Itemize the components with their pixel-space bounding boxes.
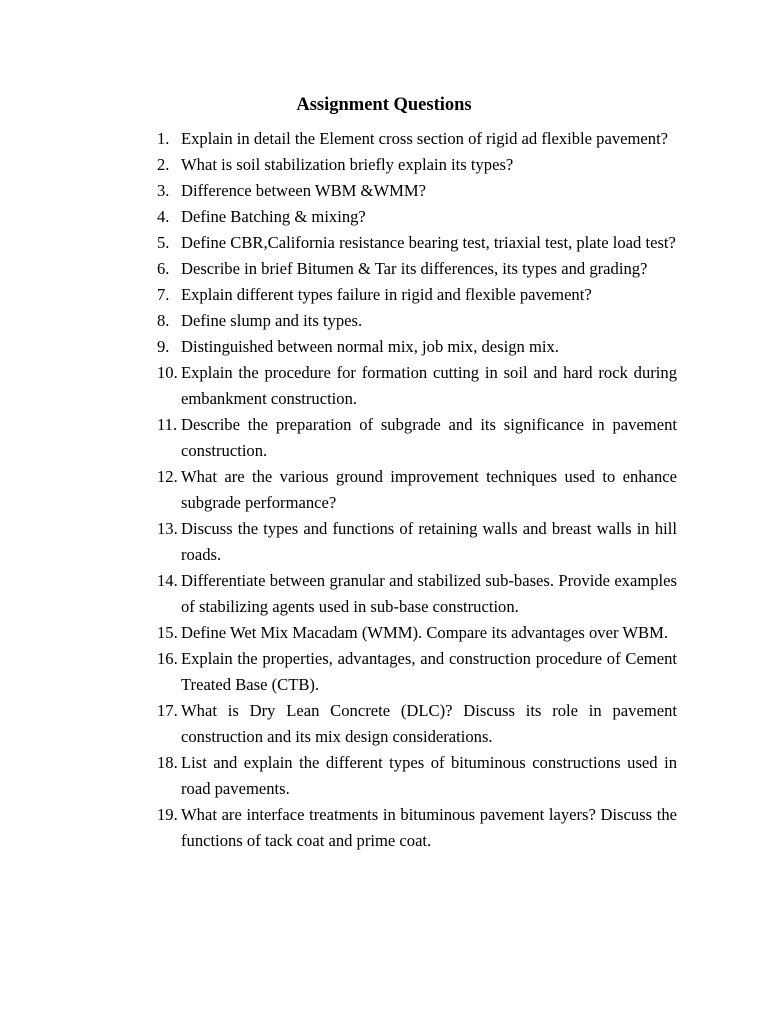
question-item [157, 412, 677, 464]
question-text: Define slump and its types. [181, 311, 363, 330]
question-item [157, 256, 677, 282]
question-number: 8. [157, 311, 170, 330]
question-item [157, 360, 677, 412]
question-item [157, 568, 677, 620]
question-number: 5. [157, 233, 170, 252]
question-text: Differentiate between granular and stabilized sub-bases. Provide examples of stabilizing agents used in sub-base construction. [181, 571, 677, 616]
question-number: 9. [157, 337, 170, 356]
question-text: Explain the procedure for formation cutting in soil and hard rock during embankment construction. [181, 363, 677, 408]
question-item [157, 204, 677, 230]
question-number: 1. [157, 129, 170, 148]
question-item [157, 646, 677, 698]
question-number: 13. [157, 519, 178, 538]
question-item [157, 334, 677, 360]
question-number: 17. [157, 701, 178, 720]
question-text: Explain in detail the Element cross section of rigid ad flexible pavement? [181, 129, 669, 148]
question-number: 16. [157, 649, 178, 668]
question-number: 7. [157, 285, 170, 304]
page-title: Assignment Questions [296, 95, 472, 115]
question-text: Distinguished between normal mix, job mix, design mix. [181, 337, 559, 356]
questions-list [157, 126, 677, 854]
question-number: 12. [157, 467, 178, 486]
question-item [157, 126, 677, 152]
question-text: List and explain the different types of bituminous constructions used in road pavements. [181, 753, 677, 798]
question-number: 14. [157, 571, 178, 590]
question-text: Explain the properties, advantages, and construction procedure of Cement Treated Base (CTB). [181, 649, 677, 694]
question-number: 15. [157, 623, 178, 642]
question-item [157, 802, 677, 854]
question-item [157, 178, 677, 204]
question-text: What is soil stabilization briefly explain its types? [181, 155, 514, 174]
question-text: Define Batching & mixing? [181, 207, 366, 226]
question-number: 2. [157, 155, 170, 174]
question-item [157, 464, 677, 516]
question-item [157, 308, 677, 334]
question-number: 19. [157, 805, 178, 824]
question-text: What are interface treatments in bituminous pavement layers? Discuss the functions of tack coat and prime coat. [181, 805, 677, 850]
question-item [157, 698, 677, 750]
question-text: Describe in brief Bitumen & Tar its differences, its types and grading? [181, 259, 648, 278]
question-text: Define Wet Mix Macadam (WMM). Compare its advantages over WBM. [181, 623, 668, 642]
question-item [157, 516, 677, 568]
question-text: Define CBR,California resistance bearing test, triaxial test, plate load test? [181, 233, 676, 252]
question-number: 18. [157, 753, 178, 772]
question-text: Explain different types failure in rigid and flexible pavement? [181, 285, 592, 304]
question-number: 11. [157, 415, 178, 434]
question-item [157, 620, 677, 646]
question-item [157, 152, 677, 178]
question-text: Difference between WBM &WMM? [181, 181, 426, 200]
question-item [157, 750, 677, 802]
question-text: Describe the preparation of subgrade and its significance in pavement construction. [181, 415, 677, 460]
question-text: What is Dry Lean Concrete (DLC)? Discuss its role in pavement construction and its mix design considerations. [181, 701, 677, 746]
question-item [157, 230, 677, 256]
question-item [157, 282, 677, 308]
question-number: 4. [157, 207, 170, 226]
question-number: 10. [157, 363, 178, 382]
question-text: What are the various ground improvement techniques used to enhance subgrade performance? [181, 467, 677, 512]
question-number: 3. [157, 181, 170, 200]
question-text: Discuss the types and functions of retaining walls and breast walls in hill roads. [181, 519, 677, 564]
question-number: 6. [157, 259, 170, 278]
